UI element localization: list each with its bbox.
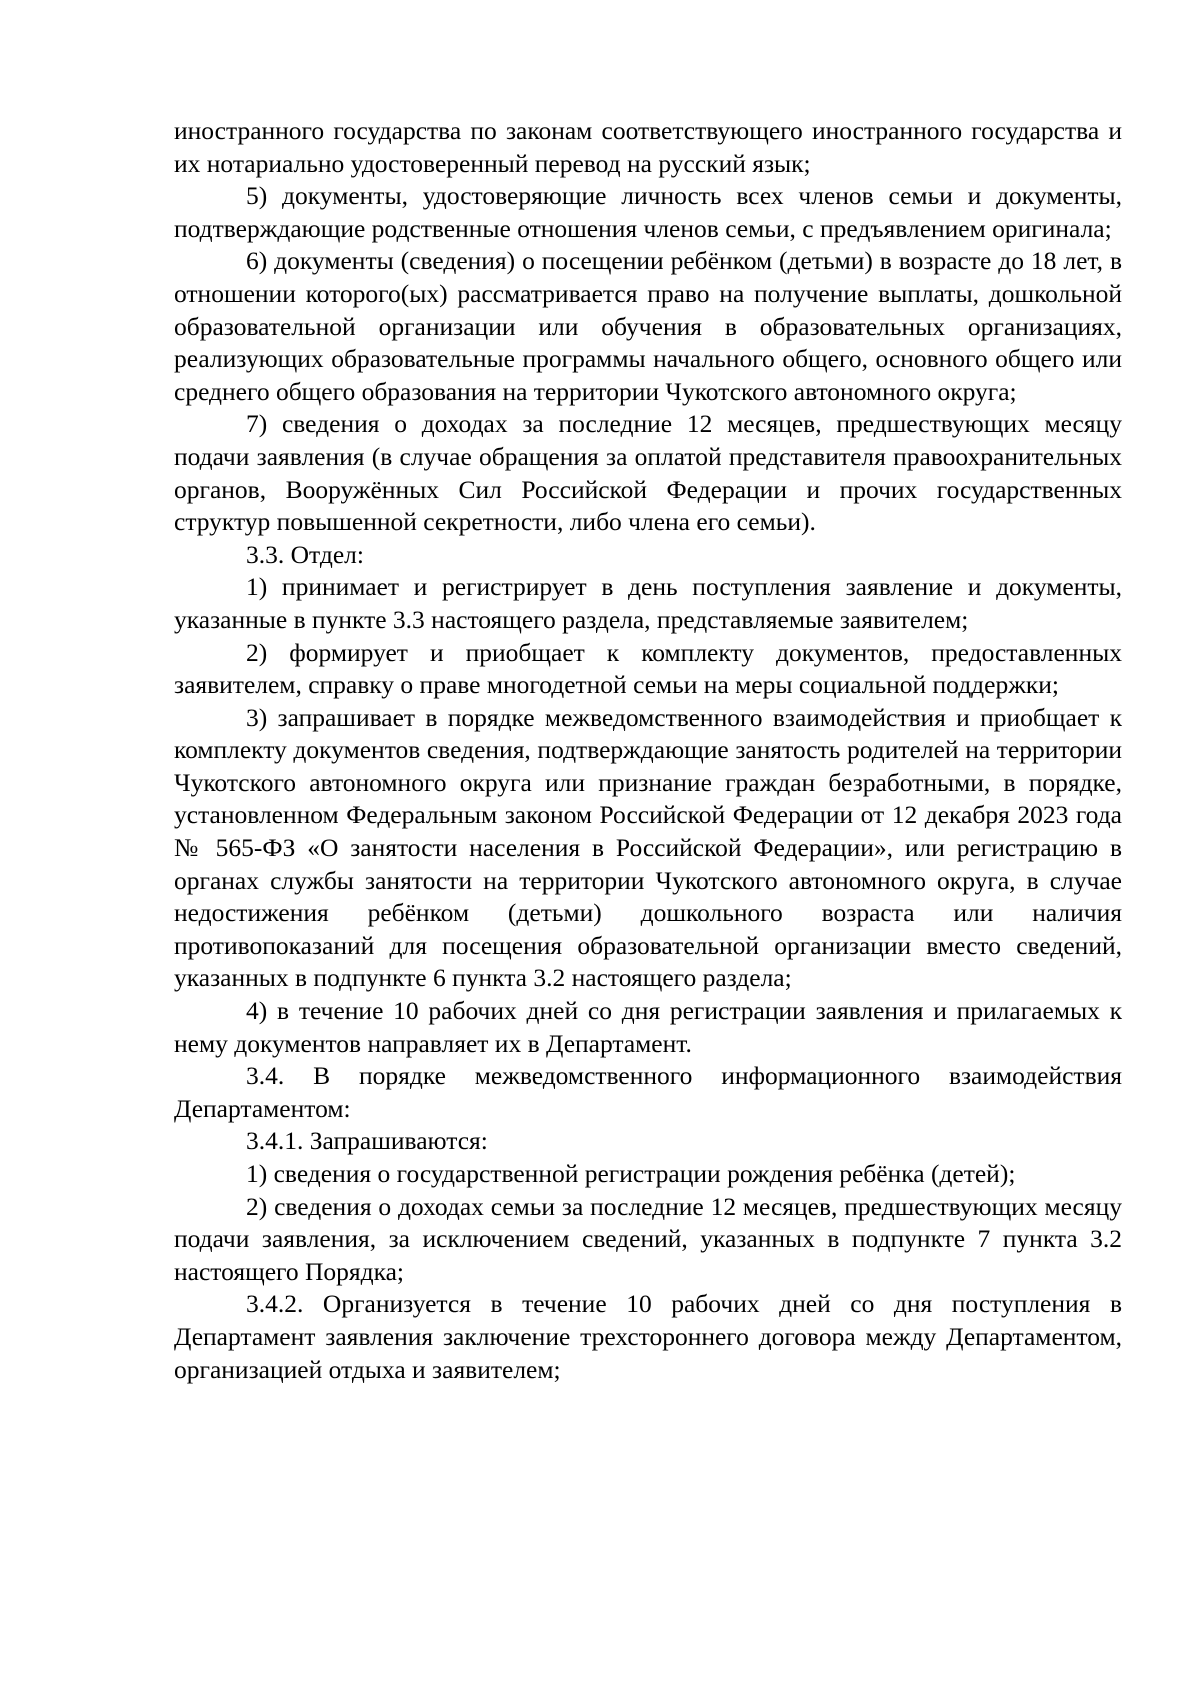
paragraph-section-3-4-heading: 3.4. В порядке межведомственного информационного взаимодействия Департаментом: [174, 1061, 1122, 1123]
paragraph-3-4-1-item-2: 2) сведения о доходах семьи за последние 12 месяцев, предшествующих месяцу подачи заявления, за исключением сведений, указанных в подпункте 7 пункта 3.2 настоящего Порядка; [174, 1191, 1122, 1286]
paragraph-continuation-foreign-documents: иностранного государства по законам соответствующего иностранного государства и их нотариально удостоверенный перевод на русский язык; [174, 116, 1122, 178]
paragraph-3-3-item-1: 1) принимает и регистрирует в день поступления заявление и документы, указанные в пункте 3.3 настоящего раздела, представляемые заявителем; [174, 572, 1122, 634]
document-body [174, 115, 1122, 1386]
paragraph-section-3-3-heading: 3.3. Отдел: [246, 539, 364, 569]
paragraph-3-3-item-3: 3) запрашивает в порядке межведомственного взаимодействия и приобщает к комплекту документов сведения, подтверждающие занятость родителей на территории Чукотского автономного округа или признание граждан безработными, в порядке, установленном Федеральным законом Российской Федерации от 12 декабря 2023 года № 565-ФЗ «О занятости населения в Российской Федерации», или регистрацию в органах службы занятости на территории Чукотского автономного округа, в случае недостижения ребёнком (детьми) дошкольного возраста или наличия противопоказаний для посещения образовательной организации вместо сведений, указанных в подпункте 6 пункта 3.2 настоящего раздела; [174, 702, 1122, 993]
paragraph-item-7-income-info: 7) сведения о доходах за последние 12 месяцев, предшествующих месяцу подачи заявления (в случае обращения за оплатой представителя правоохранительных органов, Вооружённых Сил Российской Федерации и прочих государственных структур повышенной секретности, либо члена его семьи). [174, 409, 1122, 537]
paragraph-3-4-1-heading: 3.4.1. Запрашиваются: [246, 1126, 488, 1156]
paragraph-item-5-identity-documents: 5) документы, удостоверяющие личность всех членов семьи и документы, подтверждающие родственные отношения членов семьи, с предъявлением оригинала; [174, 181, 1122, 243]
paragraph-3-3-item-4: 4) в течение 10 рабочих дней со дня регистрации заявления и прилагаемых к нему документов направляет их в Департамент. [174, 996, 1122, 1058]
paragraph-3-4-2: 3.4.2. Организуется в течение 10 рабочих дней со дня поступления в Департамент заявления заключение трехстороннего договора между Департаментом, организацией отдыха и заявителем; [174, 1289, 1122, 1384]
paragraph-3-3-item-2: 2) формирует и приобщает к комплекту документов, предоставленных заявителем, справку о праве многодетной семьи на меры социальной поддержки; [174, 637, 1122, 700]
paragraph-item-6-school-attendance: 6) документы (сведения) о посещении ребёнком (детьми) в возрасте до 18 лет, в отношении которого(ых) рассматривается право на получение выплаты, дошкольной образовательной организации или обучения в образовательных организациях, реализующих образовательные программы начального общего, основного общего или среднего общего образования на территории Чукотского автономного округа; [174, 246, 1122, 406]
paragraph-3-4-1-item-1: 1) сведения о государственной регистрации рождения ребёнка (детей); [246, 1159, 1016, 1188]
